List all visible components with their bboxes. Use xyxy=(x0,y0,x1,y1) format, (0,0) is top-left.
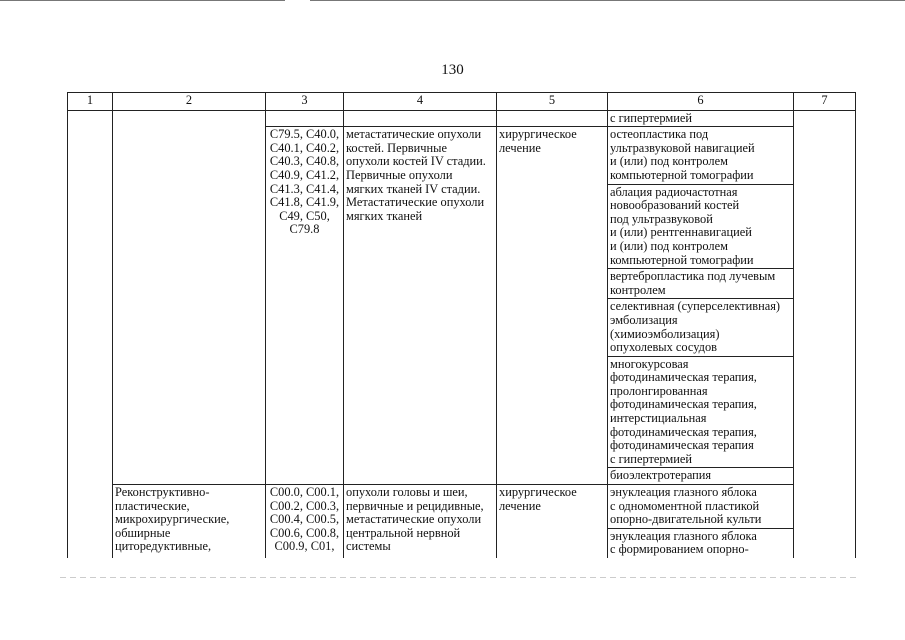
method-line: аблация радиочастотная xyxy=(610,184,738,199)
method-line: опухолевых сосудов xyxy=(610,340,718,355)
diagnosis-line: Первичные опухоли xyxy=(346,167,453,182)
procedure-name-line: обширные xyxy=(115,525,171,540)
diagnosis-line: первичные и рецидивные, xyxy=(346,498,484,513)
method-line: пролонгированная xyxy=(610,383,708,398)
icd-code-line: C41.8, C41.9, xyxy=(269,195,340,210)
icd-code-line: C00.4, C00.5, xyxy=(269,512,340,527)
header-col-4: 4 xyxy=(344,93,497,111)
cell-col4-empty xyxy=(344,110,497,127)
method-cell xyxy=(608,110,794,127)
diagnosis-line: центральной нервной xyxy=(346,525,461,540)
method-cell xyxy=(608,299,794,356)
method-cell xyxy=(608,127,794,184)
cell-col1-empty xyxy=(68,110,113,558)
method-line: энуклеация глазного яблока xyxy=(610,485,757,500)
header-col-7: 7 xyxy=(794,93,856,111)
diagnosis-line: метастатические опухоли xyxy=(346,512,482,527)
icd-codes-cell xyxy=(266,485,344,558)
method-line: интерстициальная xyxy=(610,411,707,426)
icd-code-line: C00.2, C00.3, xyxy=(269,498,340,513)
header-col-3: 3 xyxy=(266,93,344,111)
header-col-5: 5 xyxy=(497,93,608,111)
procedures-table xyxy=(67,92,856,558)
method-line: фотодинамическая терапия, xyxy=(610,397,757,412)
icd-code-line: C41.3, C41.4, xyxy=(269,181,340,196)
diagnosis-line: Метастатические опухоли xyxy=(346,195,485,210)
method-line: биоэлектротерапия xyxy=(610,468,712,483)
method-line: (химиоэмболизация) xyxy=(610,326,720,341)
method-line: и (или) под контролем xyxy=(610,238,728,253)
icd-code-line: C40.9, C41.2, xyxy=(269,167,340,182)
table-row xyxy=(68,110,856,127)
icd-code-line: C40.1, C40.2, xyxy=(269,140,340,155)
method-line: с гипертермией xyxy=(610,110,692,125)
procedure-name-line: Реконструктивно- xyxy=(115,485,210,500)
method-line: фотодинамическая терапия, xyxy=(610,370,757,385)
cell-col2-empty xyxy=(113,110,266,484)
treatment-type-cell xyxy=(497,127,608,485)
diagnosis-line: мягких тканей xyxy=(346,208,423,223)
method-line: фотодинамическая терапия xyxy=(610,438,754,453)
icd-code-line: C40.3, C40.8, xyxy=(269,154,340,169)
method-line: вертебропластика под лучевым xyxy=(610,269,776,284)
icd-codes-cell xyxy=(266,127,344,485)
page-number: 130 xyxy=(441,62,464,78)
icd-code-line: C79.5, C40.0, xyxy=(269,127,340,142)
method-line: ультразвуковой навигацией xyxy=(610,140,755,155)
diagnosis-line: мягких тканей IV стадии. xyxy=(346,181,481,196)
method-line: с гипертермией xyxy=(610,451,692,466)
method-line: и (или) под контролем xyxy=(610,154,728,169)
method-line: селективная (суперселективная) xyxy=(610,299,781,314)
table-row xyxy=(68,485,856,529)
diagnosis-line: опухоли костей IV стадии. xyxy=(346,154,486,169)
diagnosis-cell xyxy=(344,485,497,558)
method-line: эмболизация xyxy=(610,312,678,327)
treatment-line: хирургическое xyxy=(499,127,577,142)
diagnosis-line: костей. Первичные xyxy=(346,140,447,155)
method-cell xyxy=(608,184,794,269)
diagnosis-line: системы xyxy=(346,539,391,554)
cell-col3-empty xyxy=(266,110,344,127)
icd-code-line: C00.9, C01, xyxy=(274,539,335,554)
method-line: и (или) рентгеннавигацией xyxy=(610,225,752,240)
header-col-1: 1 xyxy=(68,93,113,111)
method-line: энуклеация глазного яблока xyxy=(610,528,757,543)
method-line: фотодинамическая терапия, xyxy=(610,424,757,439)
icd-code-line: C00.6, C00.8, xyxy=(269,525,340,540)
top-rule-left xyxy=(0,0,285,1)
procedure-name-line: пластические, xyxy=(115,498,190,513)
method-line: остеопластика под xyxy=(610,127,709,142)
procedure-name-line: микрохирургические, xyxy=(115,512,230,527)
method-line: с формированием опорно- xyxy=(610,542,749,557)
top-rule-right xyxy=(310,0,905,1)
treatment-type-cell xyxy=(497,485,608,558)
method-line: компьютерной томографии xyxy=(610,167,754,182)
method-cell xyxy=(608,356,794,468)
method-cell xyxy=(608,468,794,485)
method-cell xyxy=(608,528,794,558)
method-line: компьютерной томографии xyxy=(610,252,754,267)
treatment-line: лечение xyxy=(499,140,541,155)
method-cell xyxy=(608,269,794,299)
cell-col7-empty xyxy=(794,110,856,558)
icd-code-line: C00.0, C00.1, xyxy=(269,485,340,500)
method-line: под ультразвуковой xyxy=(610,211,713,226)
method-line: с одномоментной пластикой xyxy=(610,498,760,513)
icd-code-line: C79.8 xyxy=(289,222,320,237)
method-line: опорно-двигательной культи xyxy=(610,512,762,527)
diagnosis-line: опухоли головы и шеи, xyxy=(346,485,468,500)
procedure-name-cell xyxy=(113,485,266,558)
method-cell xyxy=(608,485,794,529)
diagnosis-cell xyxy=(344,127,497,485)
cell-col5-empty xyxy=(497,110,608,127)
treatment-line: лечение xyxy=(499,498,541,513)
diagnosis-line: метастатические опухоли xyxy=(346,127,482,142)
header-col-2: 2 xyxy=(113,93,266,111)
method-line: многокурсовая xyxy=(610,356,689,371)
icd-code-line: C49, C50, xyxy=(279,208,330,223)
header-col-6: 6 xyxy=(608,93,794,111)
method-line: контролем xyxy=(610,282,666,297)
page-bottom-edge xyxy=(60,577,860,578)
procedure-name-line: циторедуктивные, xyxy=(115,539,212,554)
method-line: новообразований костей xyxy=(610,198,740,213)
header-row xyxy=(68,93,856,111)
treatment-line: хирургическое xyxy=(499,485,577,500)
